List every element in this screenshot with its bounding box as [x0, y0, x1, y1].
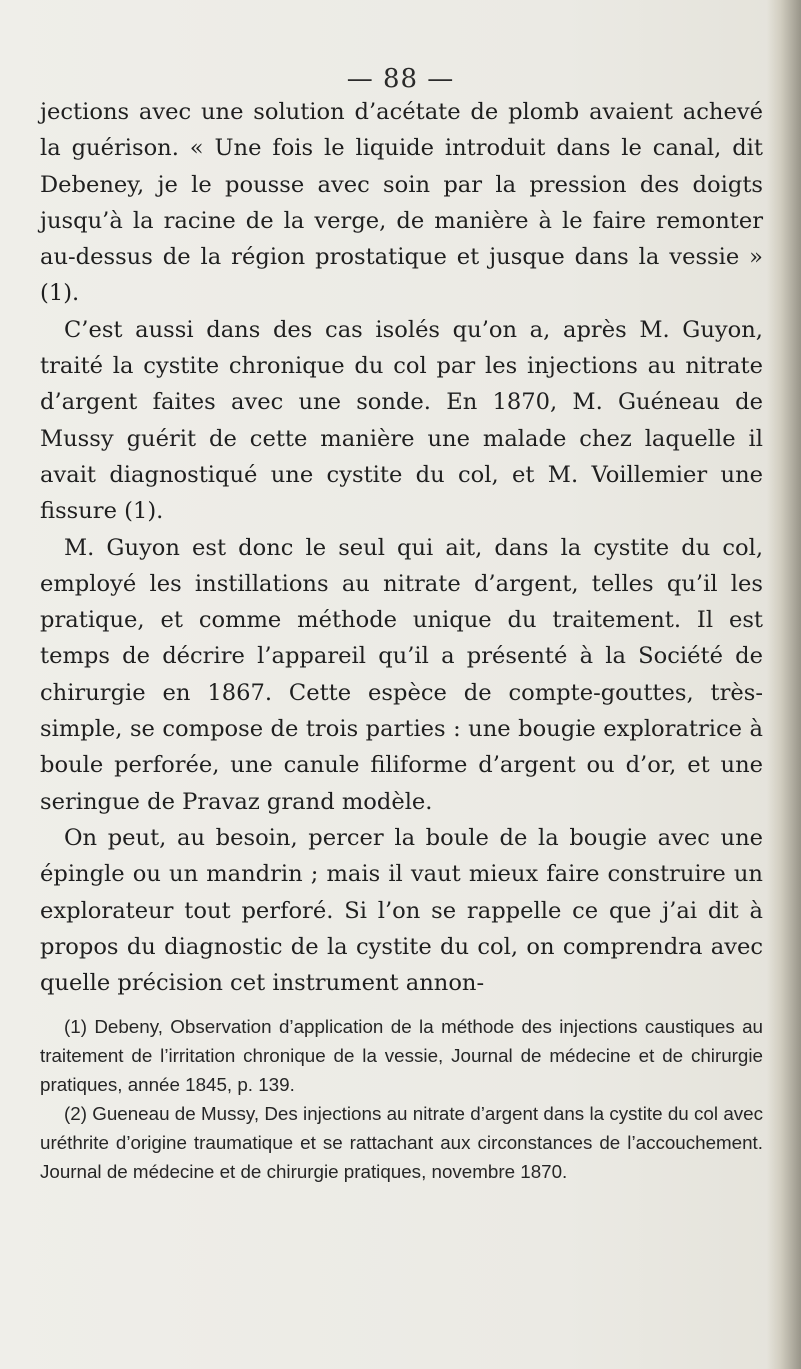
paragraph: On peut, au besoin, percer la boule de la bougie avec une épingle ou un mandrin ; mais il vaut mieux faire construire un explorateur tout perforé. Si l’on se rappelle ce que j’ai dit à propos du diagnostic de la cystite du col, on comprendra avec quelle précision cet instrument annon- [40, 824, 763, 997]
footnote: (2) Gueneau de Mussy, Des injections au nitrate d’argent dans la cystite du col avec uréthrite d’origine traumatique et se rattachant aux circonstances de l’accouchement. Journal de médecine et de chirurgie pratiques, novembre 1870. [40, 1103, 763, 1182]
page-edge-shadow [767, 0, 801, 1369]
page-number: — 88 — [346, 64, 455, 94]
paragraph: C’est aussi dans des cas isolés qu’on a, après M. Guyon, traité la cystite chronique du col par les injections au nitrate d’argent faites avec une sonde. En 1870, M. Guéneau de Mussy guérit de cette manière une malade chez laquelle il avait diagnostiqué une cystite du col, et M. Voillemier une fissure (1). [40, 316, 763, 525]
paragraph: M. Guyon est donc le seul qui ait, dans la cystite du col, employé les instillations au nitrate d’argent, telles qu’il les pratique, et comme méthode unique du traitement. Il est temps de décrire l’appareil qu’il a présenté à la Société de chirurgie en 1867. Cette espèce de compte-gouttes, très-simple, se compose de trois parties : une bougie exploratrice à boule perforée, une canule filiforme d’argent ou d’or, et une seringue de Pravaz grand modèle. [40, 534, 763, 815]
body-text [40, 94, 763, 1001]
paragraph-continuation: jections avec une solution d’acétate de plomb avaient achevé la guérison. « Une fois le liquide introduit dans le canal, dit Debeney, je le pousse avec soin par la pression des doigts jusqu’à la racine de la verge, de manière à le faire remonter au-dessus de la région prostatique et jusque dans la vessie » (1). [40, 99, 763, 307]
footnotes [40, 1012, 763, 1186]
footnote: (1) Debeny, Observation d’application de la méthode des injections caustiques au traitement de l’irritation chronique de la vessie, Journal de médecine et de chirurgie pratiques, année 1845, p. 139. [40, 1016, 763, 1095]
